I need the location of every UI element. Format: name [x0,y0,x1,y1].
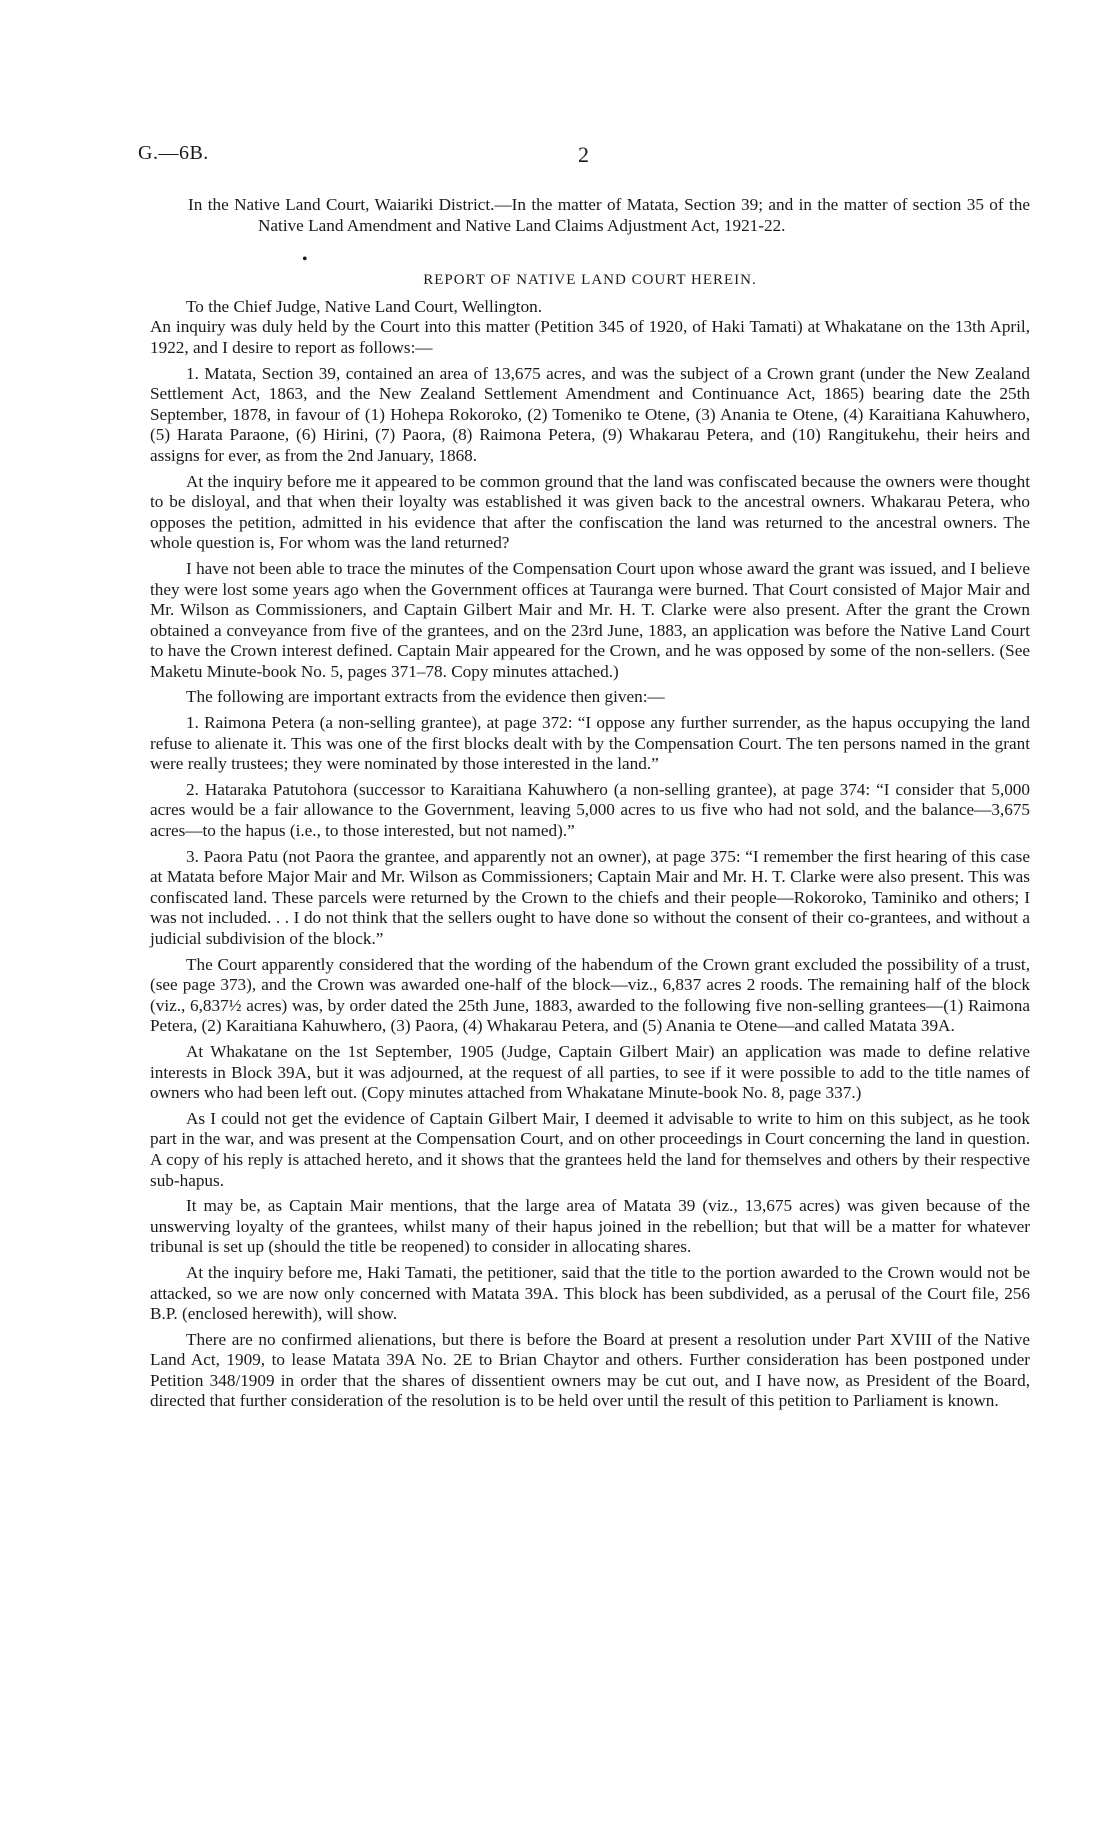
report-heading: REPORT OF NATIVE LAND COURT HEREIN. [423,272,757,289]
document-body [150,195,1030,1417]
paragraph-extract-1: 1. Raimona Petera (a non-selling grantee), at page 372: “I oppose any further surrender, as the hapus occupying the land refuse to alienate it. This was one of the first blocks dealt with by the Compensation Court. The ten persons named in the grant were really trustees; they were nominated by those interested in the land.” [150,713,1030,774]
paragraph-compensation-court: I have not been able to trace the minutes of the Compensation Court upon whose award the grant was issued, and I believe they were lost some years ago when the Government offices at Tauranga were burned. That Court consisted of Major Mair and Mr. Wilson as Commissioners, and Captain Gilbert Mair and Mr. H. T. Clarke were also present. After the grant the Crown obtained a conveyance from five of the grantees, and on the 23rd June, 1883, an application was before the Native Land Court to have the Crown interest defined. Captain Mair appeared for the Crown, and he was opposed by some of the non-sellers. (See Maketu Minute-book No. 5, pages 371–78. Copy minutes attached.) [150,558,1030,681]
page-number: 2 [578,142,589,167]
paragraph-whakatane-1905: At Whakatane on the 1st September, 1905 (Judge, Captain Gilbert Mair) an application was made to define relative interests in Block 39A, but it was adjourned, at the request of all parties, to see if it were possible to add to the title names of owners who had been left out. (Copy minutes attached from Whakatane Minute-book No. 8, page 337.) [150,1041,1030,1103]
page-header [138,142,1038,172]
paragraph-petitioner: At the inquiry before me, Haki Tamati, the petitioner, said that the title to the portion awarded to the Crown would not be attacked, so we are now only concerned with Matata 39A. This block has been subdivided, as a perusal of the Court file, 256 B.P. (enclosed herewith), will show. [150,1262,1030,1324]
paragraph-intro: An inquiry was duly held by the Court into this matter (Petition 345 of 1920, of Haki Tamati) at Whakatane on the 13th April, 1922, and I desire to report as follows:— [150,317,1030,357]
case-caption: In the Native Land Court, Waiariki District.—In the matter of Matata, Section 39; and in the matter of section 35 of the Native Land Amendment and Native Land Claims Adjustment Act, 1921-22. [188,195,1030,235]
paragraph-extract-2: 2. Hataraka Patutohora (successor to Karaitiana Kahuwhero (a non-selling grantee), at page 374: “I consider that 5,000 acres would be a fair allowance to the Government, leaving 5,000 acres to us five who had not sold, and the balance—3,675 acres—to the hapus (i.e., to those interested, but not named).” [150,779,1030,841]
paragraph-habendum: The Court apparently considered that the wording of the habendum of the Crown grant excluded the possibility of a trust, (see page 373), and the Crown was awarded one-half of the block—viz., 6,837 acres 2 roods. The remaining half of the block (viz., 6,837½ acres) was, by order dated the 25th June, 1883, awarded to the following five non-selling grantees—(1) Raimona Petera, (2) Karaitiana Kahuwhero, (3) Paora, (4) Whakarau Petera, and (5) Anania te Otene—and called Matata 39A. [150,954,1030,1036]
paragraph-extracts-intro: The following are important extracts from the evidence then given:— [186,687,665,707]
paragraph-loyalty: It may be, as Captain Mair mentions, that the large area of Matata 39 (viz., 13,675 acres) was given because of the unswerving loyalty of the grantees, whilst many of their hapus joined in the rebellion; but that will be a matter for whatever tribunal is set up (should the title be reopened) to consider in allocating shares. [150,1196,1030,1257]
paragraph-captain-mair: As I could not get the evidence of Captain Gilbert Mair, I deemed it advisable to write to him on this subject, as he took part in the war, and was present at the Compensation Court, and on other proceedings in Court concerning the land in question. A copy of his reply is attached hereto, and it shows that the grantees held the land for themselves and others by their respective sub-hapus. [150,1108,1030,1190]
paragraph-confiscation: At the inquiry before me it appeared to be common ground that the land was confiscated because the owners were thought to be disloyal, and that when their loyalty was established it was given back to the ancestral owners. Whakarau Petera, who opposes the petition, admitted in his evidence that after the confiscation the land was returned to the ancestral owners. The whole question is, For whom was the land returned? [150,471,1030,553]
series-reference: G.—6B. [138,142,209,164]
addressee-line: To the Chief Judge, Native Land Court, Wellington. [186,296,543,316]
paragraph-alienations: There are no confirmed alienations, but there is before the Board at present a resolution under Part XVIII of the Native Land Act, 1909, to lease Matata 39A No. 2E to Brian Chaytor and others. Further consideration has been postponed under Petition 348/1909 in order that the shares of dissentient owners may be cut out, and I have now, as President of the Board, directed that further consideration of the resolution is to be held over until the result of this petition to Parliament is known. [150,1329,1030,1411]
paragraph-section-1: 1. Matata, Section 39, contained an area of 13,675 acres, and was the subject of a Crown grant (under the New Zealand Settlement Act, 1863, and the New Zealand Settlement Amendment and Continuance Act, 1865) bearing date the 25th September, 1878, in favour of (1) Hohepa Rokoroko, (2) Tomeniko te Otene, (3) Anania te Otene, (4) Karaitiana Kahuwhero, (5) Harata Paraone, (6) Hirini, (7) Paora, (8) Raimona Petera, (9) Whakarau Petera, and (10) Rangitukehu, their heirs and assigns for ever, as from the 2nd January, 1868. [150,363,1030,465]
separator-mark: • [302,251,308,269]
paragraph-extract-3: 3. Paora Patu (not Paora the grantee, and apparently not an owner), at page 375: “I remember the first hearing of this case at Matata before Major Mair and Mr. Wilson as Commissioners; Captain Mair and Mr. H. T. Clarke were also present. This was confiscated land. These parcels were returned by the Crown to the chiefs and their people—Rokoroko, Taminiko and others; I was not included. . . I do not think that the sellers ought to have done so without the consent of their co-grantees, and without a judicial subdivision of the block.” [150,846,1030,948]
